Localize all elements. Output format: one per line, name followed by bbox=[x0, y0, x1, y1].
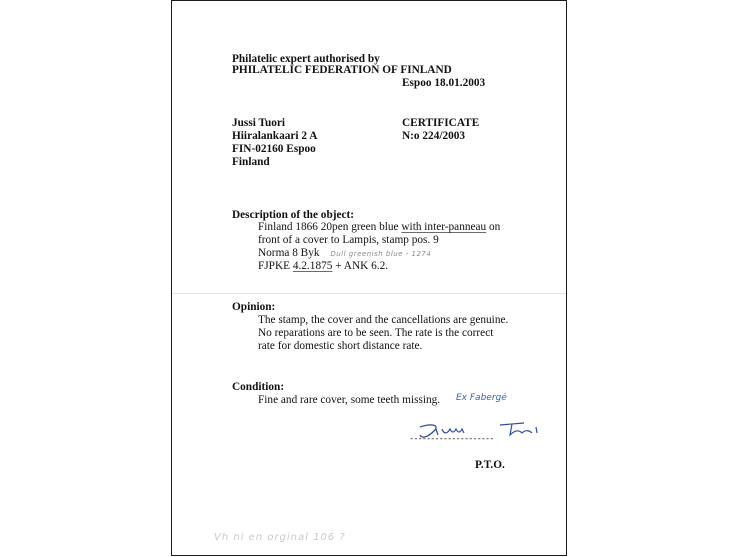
pto-label: P.T.O. bbox=[475, 459, 505, 471]
pencil-footer-note: Vh ni en orginal 106 ? bbox=[214, 532, 346, 543]
description-line-1 bbox=[258, 221, 500, 234]
handwritten-provenance-note: Ex Fabergé bbox=[456, 393, 507, 403]
description-line-4c: + ANK 6.2. bbox=[332, 260, 389, 272]
expert-name: Jussi Tuori bbox=[232, 117, 286, 129]
certificate-title: CERTIFICATE bbox=[402, 117, 480, 129]
opinion-line-2: No reparations are to be seen. The rate is the correct bbox=[258, 327, 494, 339]
expert-street: Hiiralankaari 2 A bbox=[232, 130, 318, 142]
expert-country: Finland bbox=[232, 156, 270, 168]
opinion-line-1: The stamp, the cover and the cancellations are genuine. bbox=[258, 314, 509, 326]
description-line-2: front of a cover to Lampis, stamp pos. 9 bbox=[258, 234, 439, 246]
description-line-1a: Finland 1866 20pen green blue bbox=[258, 221, 402, 233]
certificate-page bbox=[171, 0, 567, 556]
description-line-4 bbox=[258, 260, 388, 273]
opinion-heading: Opinion: bbox=[232, 301, 276, 313]
description-line-1c: on bbox=[486, 221, 501, 233]
place-date: Espoo 18.01.2003 bbox=[402, 77, 486, 89]
signature-line: -------------------- bbox=[409, 434, 494, 444]
header-line-1: Philatelic expert authorised by bbox=[232, 53, 380, 65]
condition-text: Fine and rare cover, some teeth missing. bbox=[258, 394, 441, 406]
condition-heading: Condition: bbox=[232, 381, 285, 393]
fold-line bbox=[172, 293, 566, 294]
description-line-3-text: Norma 8 Byk bbox=[258, 247, 320, 259]
description-line-3 bbox=[258, 247, 431, 261]
header-line-2: PHILATELIC FEDERATION OF FINLAND bbox=[232, 64, 452, 76]
opinion-line-3: rate for domestic short distance rate. bbox=[258, 340, 423, 352]
handwritten-shade-note: Dull greenish blue - 1274 bbox=[330, 250, 432, 258]
certificate-number: N:o 224/2003 bbox=[402, 130, 466, 142]
description-line-4a: FJPKE bbox=[258, 260, 293, 272]
description-line-1b: with inter-panneau bbox=[401, 221, 487, 233]
description-heading: Description of the object: bbox=[232, 209, 355, 221]
expert-city: FIN-02160 Espoo bbox=[232, 143, 316, 155]
description-line-4b: 4.2.1875 bbox=[292, 260, 333, 272]
